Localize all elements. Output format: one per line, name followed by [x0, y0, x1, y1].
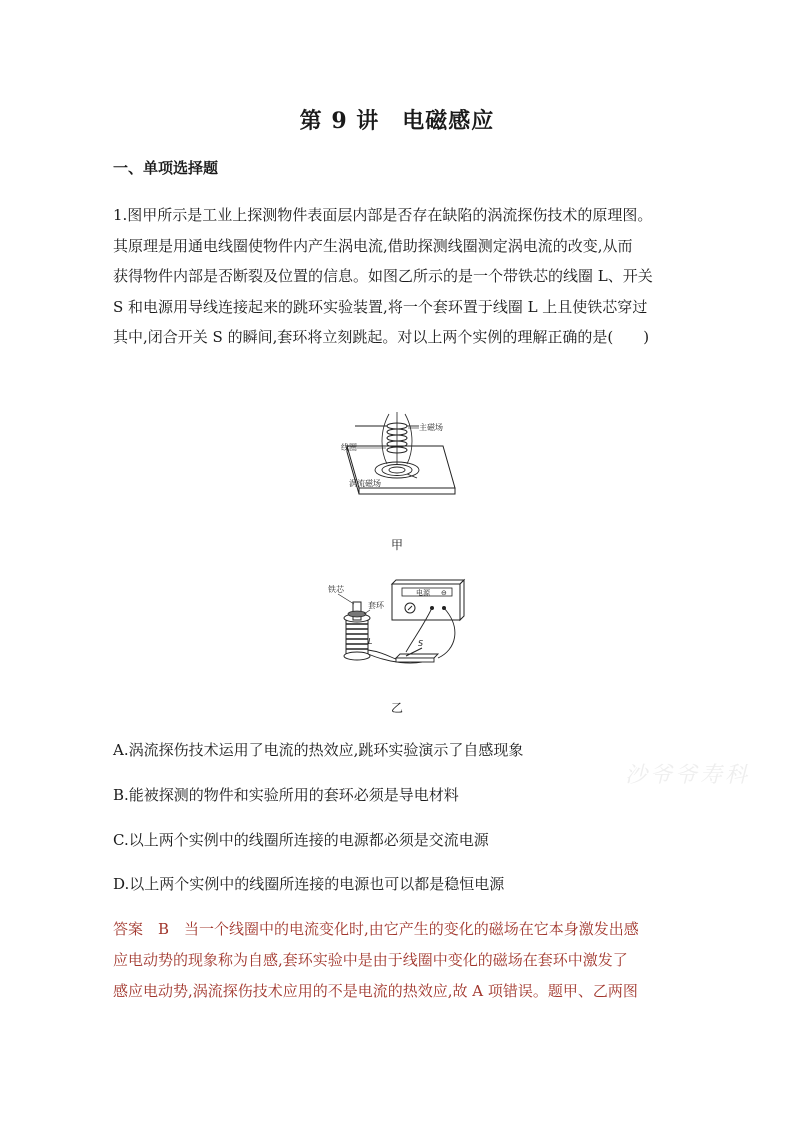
watermark: 沙爷爷寿科	[625, 763, 751, 788]
answer-line: 应电动势的现象称为自感,套环实验中是由于线圈中变化的磁场在套环中激发了	[113, 951, 628, 969]
label-ring: 套环	[368, 601, 384, 610]
figure-eddy-current	[335, 412, 460, 504]
power-symbol: ⊖	[441, 589, 447, 597]
label-coil: 线圈	[341, 443, 357, 452]
question-line: 获得物件内部是否断裂及位置的信息。如图乙所示的是一个带铁芯的线圈 L、开关	[113, 267, 653, 285]
figure-b-caption: 乙	[390, 701, 403, 715]
option-d: D.以上两个实例中的线圈所连接的电源也可以都是稳恒电源	[113, 875, 505, 893]
section-heading: 一、单项选择题	[113, 159, 219, 177]
figure-jumping-ring	[322, 578, 472, 670]
page-title: 第 9 讲 电磁感应	[299, 108, 495, 134]
answer-line: 感应电动势,涡流探伤技术应用的不是电流的热效应,故 A 项错误。题甲、乙两图	[113, 982, 638, 1000]
label-switch: S	[418, 639, 424, 648]
question-stem	[113, 200, 685, 353]
option-a: A.涡流探伤技术运用了电流的热效应,跳环实验演示了自感现象	[113, 741, 524, 759]
question-line: 其原理是用通电线圈使物件内产生涡电流,借助探测线圈测定涡电流的改变,从而	[113, 236, 633, 255]
label-power: 电源	[416, 589, 430, 597]
label-core: 铁芯	[328, 585, 344, 594]
option-b: B.能被探测的物件和实验所用的套环必须是导电材料	[113, 786, 459, 804]
question-line: 其中,闭合开关 S 的瞬间,套环将立刻跳起。对以上两个实例的理解正确的是( )	[113, 328, 650, 346]
label-main-field: 主磁场	[419, 423, 443, 432]
option-c: C.以上两个实例中的线圈所连接的电源都必须是交流电源	[113, 831, 489, 849]
question-line: S 和电源用导线连接起来的跳环实验装置,将一个套环置于线圈 L 上且使铁芯穿过	[113, 297, 648, 316]
figure-a-caption: 甲	[390, 538, 403, 552]
question-line: 1.图甲所示是工业上探测物件表面层内部是否存在缺陷的涡流探伤技术的原理图。	[113, 206, 653, 224]
label-eddy-field: 涡流磁场	[349, 479, 381, 488]
answer-explanation	[113, 914, 685, 1007]
answer-line: 答案 B 当一个线圈中的电流变化时,由它产生的变化的磁场在它本身激发出感	[113, 920, 639, 938]
label-inductor: L	[368, 637, 373, 646]
